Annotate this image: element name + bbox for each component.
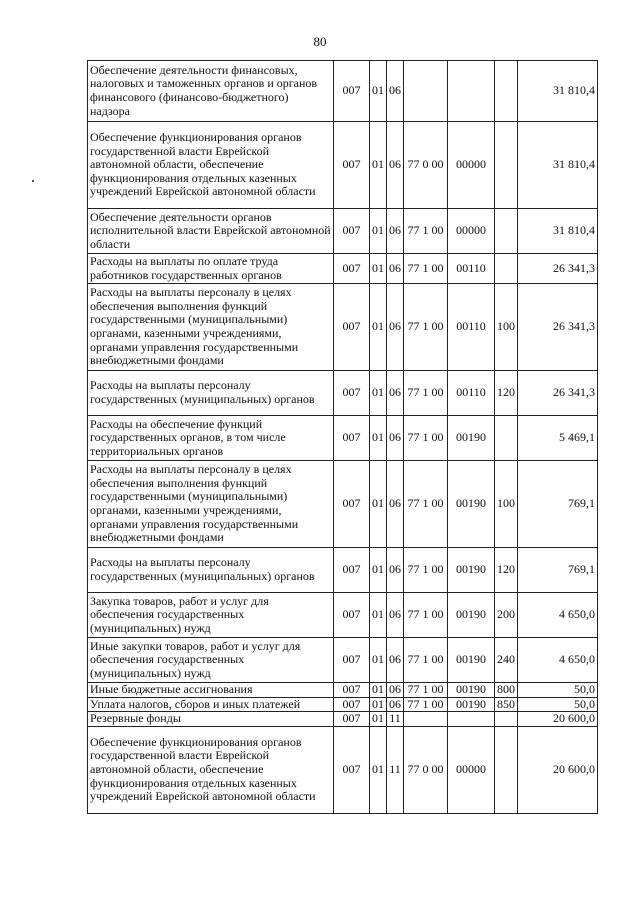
ministry-code: 007 bbox=[334, 548, 370, 593]
table-row bbox=[88, 461, 598, 548]
table-row bbox=[88, 593, 598, 638]
amount: 769,1 bbox=[518, 461, 598, 548]
direction-code: 00190 bbox=[448, 593, 495, 638]
table-row bbox=[88, 683, 598, 698]
row-name: Обеспечение деятельности финансовых, налоговых и таможенных органов и органов финансового (финансово-бюджетного) надзора bbox=[88, 61, 334, 122]
budget-table bbox=[87, 60, 598, 814]
amount: 4 650,0 bbox=[518, 638, 598, 683]
subsection-code: 06 bbox=[387, 61, 404, 122]
expense-type-code: 240 bbox=[495, 638, 518, 683]
program-code: 77 1 00 bbox=[404, 209, 448, 254]
expense-type-code bbox=[495, 416, 518, 461]
direction-code: 00190 bbox=[448, 683, 495, 698]
subsection-code: 06 bbox=[387, 593, 404, 638]
expense-type-code: 800 bbox=[495, 683, 518, 698]
expense-type-code: 100 bbox=[495, 284, 518, 371]
program-code: 77 1 00 bbox=[404, 697, 448, 712]
subsection-code: 11 bbox=[387, 712, 404, 727]
program-code: 77 1 00 bbox=[404, 683, 448, 698]
direction-code: 00190 bbox=[448, 638, 495, 683]
row-name: Иные бюджетные ассигнования bbox=[88, 683, 334, 698]
direction-code: 00190 bbox=[448, 461, 495, 548]
table-row bbox=[88, 726, 598, 813]
row-name: Расходы на выплаты по оплате труда работников государственных органов bbox=[88, 254, 334, 284]
amount: 31 810,4 bbox=[518, 122, 598, 209]
direction-code: 00190 bbox=[448, 548, 495, 593]
program-code: 77 1 00 bbox=[404, 254, 448, 284]
section-code: 01 bbox=[370, 122, 387, 209]
table-row bbox=[88, 416, 598, 461]
program-code: 77 1 00 bbox=[404, 416, 448, 461]
amount: 26 341,3 bbox=[518, 371, 598, 416]
program-code: 77 0 00 bbox=[404, 122, 448, 209]
subsection-code: 06 bbox=[387, 461, 404, 548]
subsection-code: 06 bbox=[387, 548, 404, 593]
amount: 31 810,4 bbox=[518, 61, 598, 122]
subsection-code: 06 bbox=[387, 284, 404, 371]
section-code: 01 bbox=[370, 209, 387, 254]
subsection-code: 06 bbox=[387, 122, 404, 209]
subsection-code: 06 bbox=[387, 697, 404, 712]
page-number: 80 bbox=[313, 34, 327, 49]
row-name: Иные закупки товаров, работ и услуг для обеспечения государственных (муниципальных) нужд bbox=[88, 638, 334, 683]
row-name: Расходы на выплаты персоналу государственных (муниципальных) органов bbox=[88, 371, 334, 416]
direction-code: 00000 bbox=[448, 122, 495, 209]
program-code: 77 1 00 bbox=[404, 284, 448, 371]
amount: 20 600,0 bbox=[518, 726, 598, 813]
ministry-code: 007 bbox=[334, 593, 370, 638]
section-code: 01 bbox=[370, 461, 387, 548]
expense-type-code bbox=[495, 254, 518, 284]
row-name: Закупка товаров, работ и услуг для обеспечения государственных (муниципальных) нужд bbox=[88, 593, 334, 638]
program-code: 77 1 00 bbox=[404, 371, 448, 416]
row-name: Обеспечение функционирования органов государственной власти Еврейской автономной области, обеспечение функционирования отдельных казенных учреждений Еврейской автономной области bbox=[88, 122, 334, 209]
ministry-code: 007 bbox=[334, 284, 370, 371]
ministry-code: 007 bbox=[334, 726, 370, 813]
expense-type-code bbox=[495, 712, 518, 727]
section-code: 01 bbox=[370, 726, 387, 813]
expense-type-code: 850 bbox=[495, 697, 518, 712]
table-row bbox=[88, 638, 598, 683]
table-row bbox=[88, 548, 598, 593]
ministry-code: 007 bbox=[334, 638, 370, 683]
expense-type-code: 120 bbox=[495, 371, 518, 416]
table-row bbox=[88, 122, 598, 209]
direction-code: 00110 bbox=[448, 254, 495, 284]
direction-code: 00110 bbox=[448, 371, 495, 416]
amount: 20 600,0 bbox=[518, 712, 598, 727]
section-code: 01 bbox=[370, 697, 387, 712]
table-row bbox=[88, 371, 598, 416]
table-row bbox=[88, 254, 598, 284]
expense-type-code bbox=[495, 61, 518, 122]
amount: 31 810,4 bbox=[518, 209, 598, 254]
ministry-code: 007 bbox=[334, 461, 370, 548]
expense-type-code: 100 bbox=[495, 461, 518, 548]
row-name: Обеспечение деятельности органов исполнительной власти Еврейской автономной области bbox=[88, 209, 334, 254]
table-row bbox=[88, 61, 598, 122]
row-name: Расходы на обеспечение функций государственных органов, в том числе территориальных органов bbox=[88, 416, 334, 461]
subsection-code: 06 bbox=[387, 209, 404, 254]
amount: 5 469,1 bbox=[518, 416, 598, 461]
subsection-code: 06 bbox=[387, 416, 404, 461]
amount: 26 341,3 bbox=[518, 284, 598, 371]
row-name: Обеспечение функционирования органов государственной власти Еврейской автономной области, обеспечение функционирования отдельных казенных учреждений Еврейской автономной области bbox=[88, 726, 334, 813]
program-code: 77 0 00 bbox=[404, 726, 448, 813]
section-code: 01 bbox=[370, 371, 387, 416]
table-row bbox=[88, 697, 598, 712]
row-name: Расходы на выплаты персоналу государственных (муниципальных) органов bbox=[88, 548, 334, 593]
subsection-code: 06 bbox=[387, 638, 404, 683]
scan-speck bbox=[32, 180, 34, 182]
direction-code: 00190 bbox=[448, 697, 495, 712]
direction-code: 00110 bbox=[448, 284, 495, 371]
section-code: 01 bbox=[370, 254, 387, 284]
program-code: 77 1 00 bbox=[404, 548, 448, 593]
ministry-code: 007 bbox=[334, 371, 370, 416]
expense-type-code: 200 bbox=[495, 593, 518, 638]
expense-type-code: 120 bbox=[495, 548, 518, 593]
ministry-code: 007 bbox=[334, 61, 370, 122]
section-code: 01 bbox=[370, 284, 387, 371]
section-code: 01 bbox=[370, 61, 387, 122]
ministry-code: 007 bbox=[334, 209, 370, 254]
ministry-code: 007 bbox=[334, 683, 370, 698]
program-code bbox=[404, 61, 448, 122]
subsection-code: 11 bbox=[387, 726, 404, 813]
expense-type-code bbox=[495, 122, 518, 209]
section-code: 01 bbox=[370, 638, 387, 683]
direction-code: 00190 bbox=[448, 416, 495, 461]
table-row bbox=[88, 209, 598, 254]
expense-type-code bbox=[495, 726, 518, 813]
section-code: 01 bbox=[370, 712, 387, 727]
table-row bbox=[88, 284, 598, 371]
program-code bbox=[404, 712, 448, 727]
section-code: 01 bbox=[370, 416, 387, 461]
program-code: 77 1 00 bbox=[404, 593, 448, 638]
table-row bbox=[88, 712, 598, 727]
row-name: Уплата налогов, сборов и иных платежей bbox=[88, 697, 334, 712]
direction-code bbox=[448, 712, 495, 727]
amount: 4 650,0 bbox=[518, 593, 598, 638]
subsection-code: 06 bbox=[387, 254, 404, 284]
section-code: 01 bbox=[370, 548, 387, 593]
ministry-code: 007 bbox=[334, 416, 370, 461]
subsection-code: 06 bbox=[387, 683, 404, 698]
amount: 50,0 bbox=[518, 697, 598, 712]
direction-code: 00000 bbox=[448, 726, 495, 813]
program-code: 77 1 00 bbox=[404, 638, 448, 683]
ministry-code: 007 bbox=[334, 712, 370, 727]
ministry-code: 007 bbox=[334, 697, 370, 712]
ministry-code: 007 bbox=[334, 122, 370, 209]
row-name: Расходы на выплаты персоналу в целях обеспечения выполнения функций государственными (муниципальными) органами, казенными учреждениями, органами управления государственными внебюджетными фондами bbox=[88, 284, 334, 371]
subsection-code: 06 bbox=[387, 371, 404, 416]
amount: 769,1 bbox=[518, 548, 598, 593]
expense-type-code bbox=[495, 209, 518, 254]
ministry-code: 007 bbox=[334, 254, 370, 284]
direction-code bbox=[448, 61, 495, 122]
amount: 26 341,3 bbox=[518, 254, 598, 284]
section-code: 01 bbox=[370, 683, 387, 698]
program-code: 77 1 00 bbox=[404, 461, 448, 548]
row-name: Резервные фонды bbox=[88, 712, 334, 727]
amount: 50,0 bbox=[518, 683, 598, 698]
section-code: 01 bbox=[370, 593, 387, 638]
row-name: Расходы на выплаты персоналу в целях обеспечения выполнения функций государственными (муниципальными) органами, казенными учреждениями, органами управления государственными внебюджетными фондами bbox=[88, 461, 334, 548]
direction-code: 00000 bbox=[448, 209, 495, 254]
